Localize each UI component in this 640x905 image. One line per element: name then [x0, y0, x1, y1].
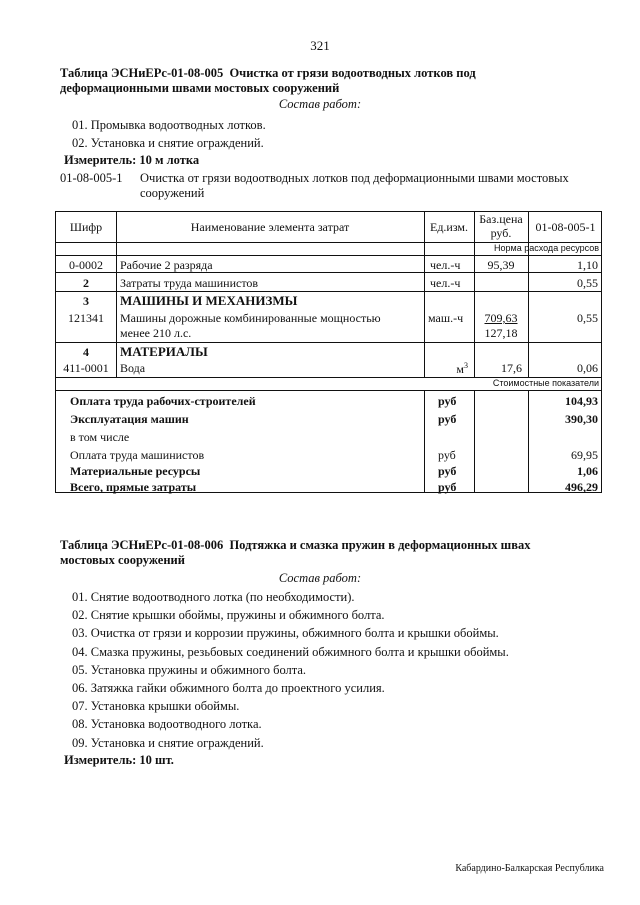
page-number: 321 — [310, 38, 330, 53]
table2-work-item: 04. Смазка пружины, резьбовых соединений обжимного болта и крышки обоймы. — [72, 645, 509, 659]
row-price: 17,6 — [501, 361, 522, 375]
cost-label: Эксплуатация машин — [70, 412, 189, 426]
cost-value: 390,30 — [565, 412, 598, 426]
cost-label: Оплата труда машинистов — [70, 448, 205, 462]
row-code: 121341 — [68, 311, 104, 325]
cost-unit: руб — [438, 394, 457, 408]
table2-measure: Измеритель: 10 шт. — [64, 753, 174, 767]
row-code: 3 — [83, 294, 89, 308]
table1-code: 01-08-005-1 — [60, 171, 123, 185]
cost-unit: руб — [438, 480, 457, 494]
row-name-line2: менее 210 л.с. — [120, 326, 192, 340]
norm-subheader: Норма расхода ресурсов — [494, 243, 599, 253]
row-code: 0-0002 — [69, 258, 103, 272]
row-value: 0,55 — [577, 311, 598, 325]
header-cipher: Шифр — [69, 220, 103, 234]
cost-label: в том числе — [70, 430, 130, 444]
cost-label: Материальные ресурсы — [70, 464, 201, 478]
table1-title-lead: Таблица ЭСНиЕРс-01-08-005 — [60, 66, 224, 80]
table1-work-item: 01. Промывка водоотводных лотков. — [72, 118, 266, 132]
row-name: Рабочие 2 разряда — [120, 258, 213, 272]
table1-work-item: 02. Установка и снятие ограждений. — [72, 136, 264, 150]
table2-work-item: 08. Установка водоотводного лотка. — [72, 717, 262, 731]
table2-title-lead: Таблица ЭСНиЕРс-01-08-006 — [60, 538, 224, 552]
header-name: Наименование элемента затрат — [190, 220, 350, 234]
cost-value: 104,93 — [565, 394, 598, 408]
header-unit: Ед.изм. — [429, 220, 469, 234]
row-price-line1: 709,63 — [484, 311, 518, 325]
table1-works-heading: Состав работ: — [278, 97, 362, 111]
row-unit: чел.-ч — [430, 276, 461, 290]
table2-work-item: 07. Установка крышки обоймы. — [72, 699, 240, 713]
row-value: 0,06 — [577, 361, 598, 375]
cost-value: 496,29 — [565, 480, 598, 494]
table2-work-item: 03. Очистка от грязи и коррозии пружины, обжимного болта и крышки обоймы. — [72, 626, 499, 640]
cost-value: 1,06 — [577, 464, 598, 478]
row-price: 95,39 — [487, 258, 515, 272]
row-name: Вода — [120, 361, 146, 375]
table1-title-rest: Очистка от грязи водоотводных лотков под деформационными швами мостовых сооружений — [60, 66, 476, 95]
table1-title — [60, 66, 580, 96]
section-heading: МАТЕРИАЛЫ — [120, 344, 208, 359]
table1-measure: Измеритель: 10 м лотка — [64, 153, 200, 167]
row-code: 2 — [83, 276, 89, 290]
table2-works-heading: Состав работ: — [278, 571, 362, 585]
row-price-line2: 127,18 — [484, 326, 518, 340]
footer-region: Кабардино-Балкарская Республика — [455, 863, 604, 874]
header-norm-code: 01-08-005-1 — [535, 220, 596, 234]
table2-work-item: 09. Установка и снятие ограждений. — [72, 736, 264, 750]
cost-unit: руб — [438, 412, 457, 426]
cost-label: Оплата труда рабочих-строителей — [70, 394, 256, 408]
table2-work-item: 06. Затяжка гайки обжимного болта до проектного усилия. — [72, 681, 385, 695]
row-code: 4 — [83, 345, 89, 359]
row-value: 0,55 — [577, 276, 598, 290]
cost-subheader: Стоимостные показатели — [492, 378, 599, 388]
table2-title-rest: Подтяжка и смазка пружин в деформационных швах мостовых сооружений — [60, 538, 531, 567]
resource-table — [55, 211, 602, 493]
row-code: 411-0001 — [63, 361, 109, 375]
table2-work-item: 01. Снятие водоотводного лотка (по необходимости). — [72, 590, 355, 604]
header-price-line1: Баз.цена — [479, 212, 523, 226]
cost-unit: руб — [438, 464, 457, 478]
cost-unit: руб — [438, 448, 456, 462]
header-price-line2: руб. — [490, 226, 512, 240]
section-heading: МАШИНЫ И МЕХАНИЗМЫ — [120, 293, 298, 308]
table2-work-item: 02. Снятие крышки обоймы, пружины и обжимного болта. — [72, 608, 385, 622]
row-unit: чел.-ч — [430, 258, 461, 272]
table1-code-desc: Очистка от грязи водоотводных лотков под деформационными швами мостовых сооружений — [140, 171, 569, 200]
table2-title — [60, 538, 580, 568]
cost-label: Всего, прямые затраты — [70, 480, 197, 494]
row-value: 1,10 — [577, 258, 598, 272]
table2-work-item: 05. Установка пружины и обжимного болта. — [72, 663, 307, 677]
row-unit-sup: 3 — [464, 361, 468, 370]
row-unit — [424, 361, 468, 377]
row-name: Затраты труда машинистов — [120, 276, 259, 290]
row-unit: маш.-ч — [428, 311, 464, 325]
cost-value: 69,95 — [571, 448, 598, 462]
row-name-line1: Машины дорожные комбинированные мощностью — [120, 311, 381, 325]
row-unit-base: м — [456, 362, 464, 376]
